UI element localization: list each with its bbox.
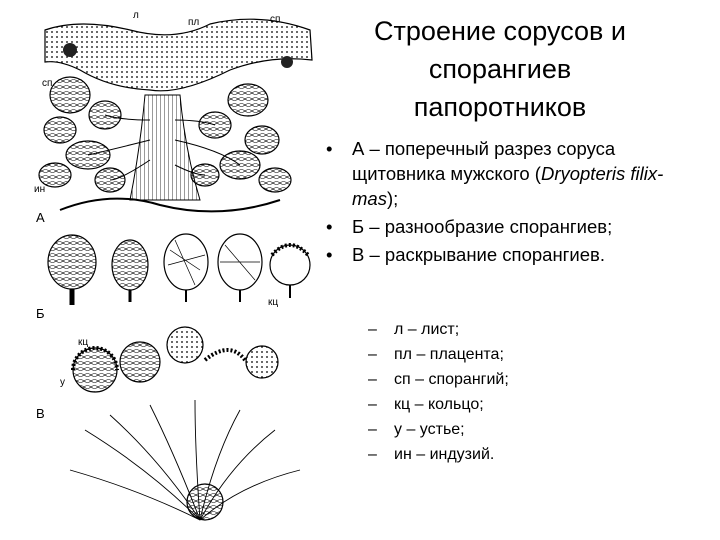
legend-dash: – (368, 321, 377, 338)
legend-text: пл – плацента; (394, 346, 504, 363)
legend-dash: – (368, 396, 377, 413)
legend-text: л – лист; (394, 321, 460, 338)
label-sp-top: сп (270, 14, 281, 25)
legend-text: у – устье; (394, 421, 465, 438)
description-list (326, 136, 706, 270)
label-pl: пл (188, 17, 200, 28)
bullet-a-text-before: А – поперечный разрез соруса щитовника мужского ( (352, 138, 616, 184)
bullet-a (326, 136, 706, 211)
slide-title: Строение сорусов и спорангиев папоротников (374, 16, 626, 122)
label-in: ин (34, 184, 46, 195)
legend-item (368, 417, 509, 442)
label-a: А (36, 210, 45, 225)
bullet-v: • В – раскрывание спорангиев. (326, 242, 706, 267)
section-v-sporangia-opening (36, 327, 300, 520)
section-a-sorus-cross-section (34, 10, 312, 225)
legend-dash: – (368, 446, 377, 463)
legend-item (368, 342, 509, 367)
legend-text: ин – индузий. (394, 446, 495, 463)
label-l: л (133, 10, 139, 21)
section-b-sporangia-variety (36, 234, 310, 321)
legend-dash: – (368, 346, 377, 363)
bullet-a-latin-name: Dryopteris filix-mas (352, 163, 664, 209)
legend-item (368, 317, 509, 342)
legend-item (368, 392, 509, 417)
bullet-a-text-after: ); (386, 188, 399, 209)
label-sp-left: сп (42, 78, 53, 89)
legend-item (368, 442, 509, 467)
label-b: Б (36, 306, 45, 321)
bullet-b: • Б – разнообразие спорангиев; (326, 214, 706, 239)
fern-sorus-illustration (0, 0, 340, 540)
legend-item (368, 367, 509, 392)
legend-dash: – (368, 421, 377, 438)
label-v: В (36, 406, 45, 421)
label-u: у (60, 377, 65, 388)
legend-dash: – (368, 371, 377, 388)
legend-text: кц – кольцо; (394, 396, 484, 413)
legend-text: сп – спорангий; (394, 371, 509, 388)
label-kc-v: кц (78, 337, 89, 348)
label-kc-b: кц (268, 297, 279, 308)
abbreviation-legend (368, 317, 509, 467)
